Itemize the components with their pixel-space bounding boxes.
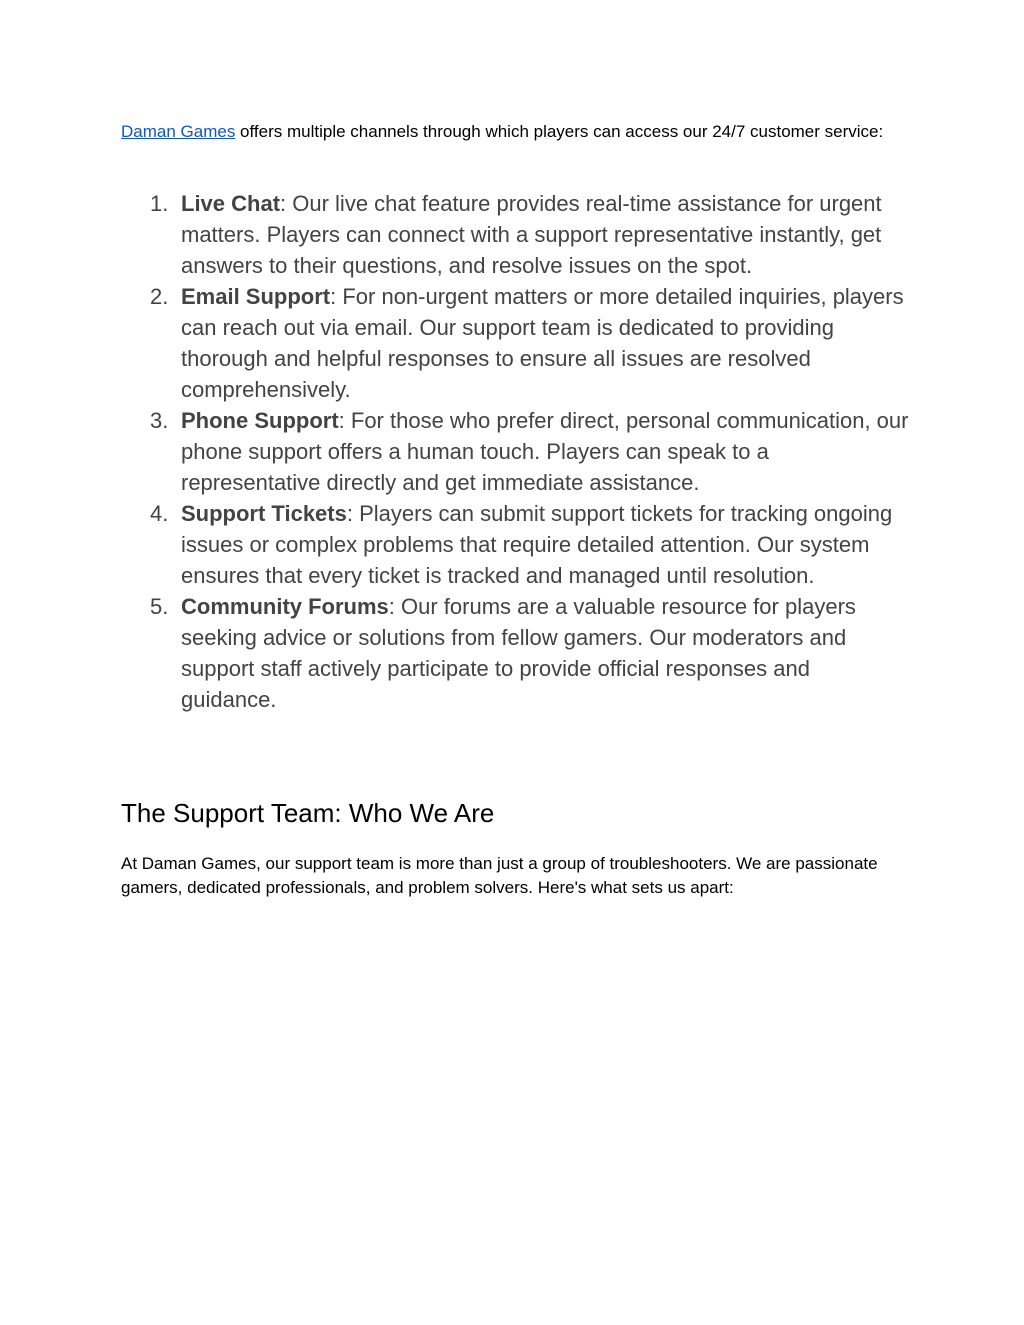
- list-number: 3.: [150, 408, 169, 433]
- channel-description: : Players can submit support tickets for tracking ongoing issues or complex problems that require detailed attention. Our system ensures that every ticket is tracked and managed until resolution.: [181, 501, 893, 588]
- list-item: [121, 188, 911, 281]
- daman-games-link[interactable]: Daman Games: [121, 122, 236, 141]
- list-item: [121, 591, 911, 715]
- channel-description: : Our live chat feature provides real-time assistance for urgent matters. Players can connect with a support representative instantly, get answers to their questions, and resolve issues on the spot.: [181, 191, 882, 278]
- channel-term: Live Chat: [181, 191, 281, 216]
- list-item: [121, 498, 911, 591]
- section-heading: The Support Team: Who We Are: [121, 798, 495, 828]
- channel-term: Email Support: [181, 284, 331, 309]
- list-number: 2.: [150, 284, 169, 309]
- intro-paragraph: [121, 120, 911, 144]
- support-channel-list: [121, 188, 911, 715]
- channel-term: Community Forums: [181, 594, 389, 619]
- list-item: [121, 281, 911, 405]
- list-number: 1.: [150, 191, 169, 216]
- channel-description: : For non-urgent matters or more detailed inquiries, players can reach out via email. Our support team is dedicated to providing thorough and helpful responses to ensure all issues are resolved comprehensively.: [181, 284, 904, 402]
- channel-term: Support Tickets: [181, 501, 347, 526]
- intro-text: offers multiple channels through which players can access our 24/7 customer service:: [235, 122, 884, 141]
- channel-term: Phone Support: [181, 408, 339, 433]
- support-team-paragraph: At Daman Games, our support team is more than just a group of troubleshooters. We are passionate gamers, dedicated professionals, and problem solvers. Here's what sets us apart:: [121, 854, 878, 897]
- list-number: 5.: [150, 594, 169, 619]
- channel-description: : For those who prefer direct, personal communication, our phone support offers a human touch. Players can speak to a representative directly and get immediate assistance.: [181, 408, 909, 495]
- list-item: [121, 405, 911, 498]
- channel-description: : Our forums are a valuable resource for players seeking advice or solutions from fellow gamers. Our moderators and support staff actively participate to provide official responses and guidance.: [181, 594, 856, 712]
- list-number: 4.: [150, 501, 169, 526]
